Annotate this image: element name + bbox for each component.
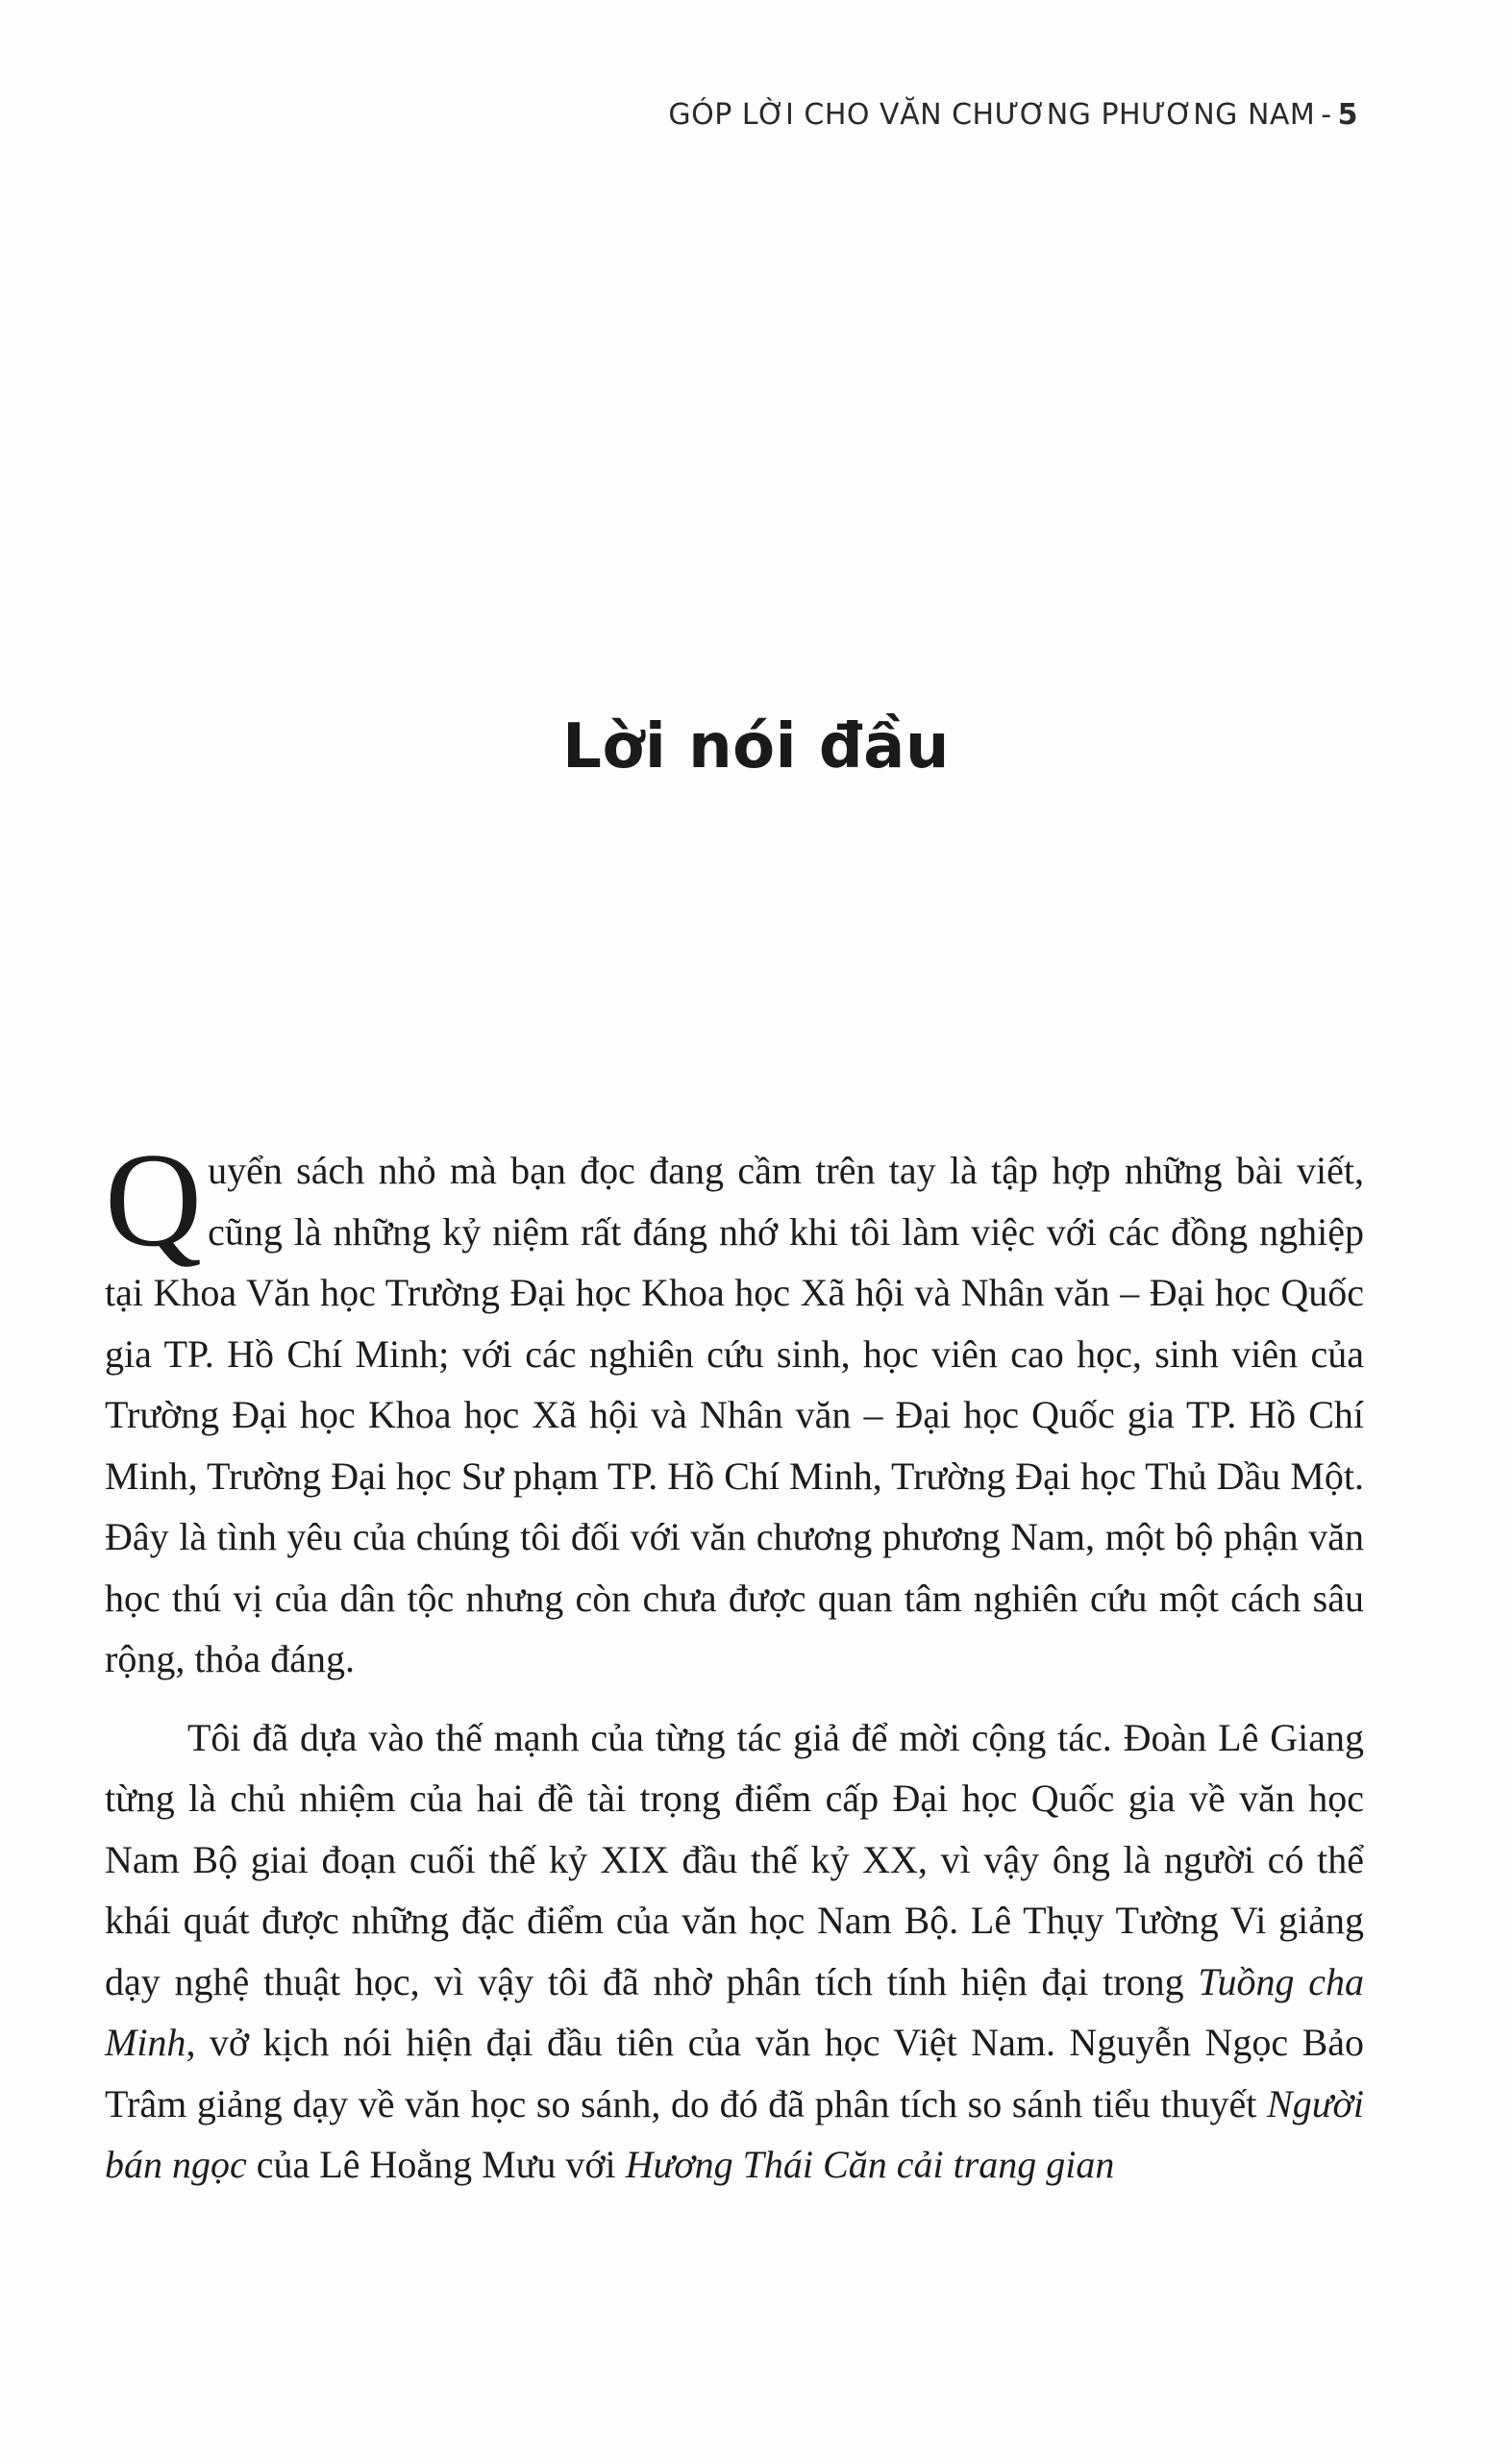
- paragraph-2: [105, 1707, 1364, 2196]
- running-title: GÓP LỜI CHO VĂN CHƯƠNG PHƯƠNG NAM: [668, 98, 1316, 132]
- running-header: [668, 98, 1358, 132]
- body-text: [105, 1126, 1365, 2196]
- chapter-title: Lời nói đầu: [562, 711, 950, 783]
- page-number: 5: [1337, 98, 1358, 132]
- title-nguoi-ban-ngoc: Người bán ngọc: [105, 2081, 1364, 2186]
- paragraph-2-part-2: , vở kịch nói hiện đại đầu tiên của văn học Việt Nam. Nguyễn Ngọc Bảo Trâm giảng dạy về văn học so sánh, do đó đã phân tích so sánh tiểu thuyết: [105, 2021, 1364, 2125]
- drop-cap: Q: [105, 1126, 203, 1275]
- title-huong-thai-can: Hương Thái Căn cải trang gian: [625, 2143, 1115, 2186]
- paragraph-2-part-1: Tôi đã dựa vào thế mạnh của từng tác giả để mời cộng tác. Đoàn Lê Giang từng là chủ nhiệm của hai đề tài trọng điểm cấp Đại học Quốc gia về văn học Nam Bộ giai đoạn cuối thế kỷ XIX đầu thế kỷ XX, vì vậy ông là người có thể khái quát được những đặc điểm của văn học Nam Bộ. Lê Thụy Tường Vi giảng dạy nghệ thuật học, vì vậy tôi đã nhờ phân tích tính hiện đại trong: [105, 1715, 1364, 2003]
- paragraph-1: [105, 1126, 1364, 1690]
- paragraph-2-part-3: của Lê Hoằng Mưu với: [246, 2143, 626, 2186]
- header-separator: -: [1321, 98, 1332, 132]
- title-tuong-cha-minh: Tuồng cha Minh: [105, 1959, 1365, 2064]
- paragraph-1-text: uyển sách nhỏ mà bạn đọc đang cầm trên tay là tập hợp những bài viết, cũng là những kỷ niệm rất đáng nhớ khi tôi làm việc với các đồng nghiệp tại Khoa Văn học Trường Đại học Khoa học Xã hội và Nhân văn – Đại học Quốc gia TP. Hồ Chí Minh; với các nghiên cứu sinh, học viên cao học, sinh viên của Trường Đại học Khoa học Xã hội và Nhân văn – Đại học Quốc gia TP. Hồ Chí Minh, Trường Đại học Sư phạm TP. Hồ Chí Minh, Trường Đại học Thủ Dầu Một. Đây là tình yêu của chúng tôi đối với văn chương phương Nam, một bộ phận văn học thú vị của dân tộc nhưng còn chưa được quan tâm nghiên cứu một cách sâu rộng, thỏa đáng.: [105, 1149, 1364, 1680]
